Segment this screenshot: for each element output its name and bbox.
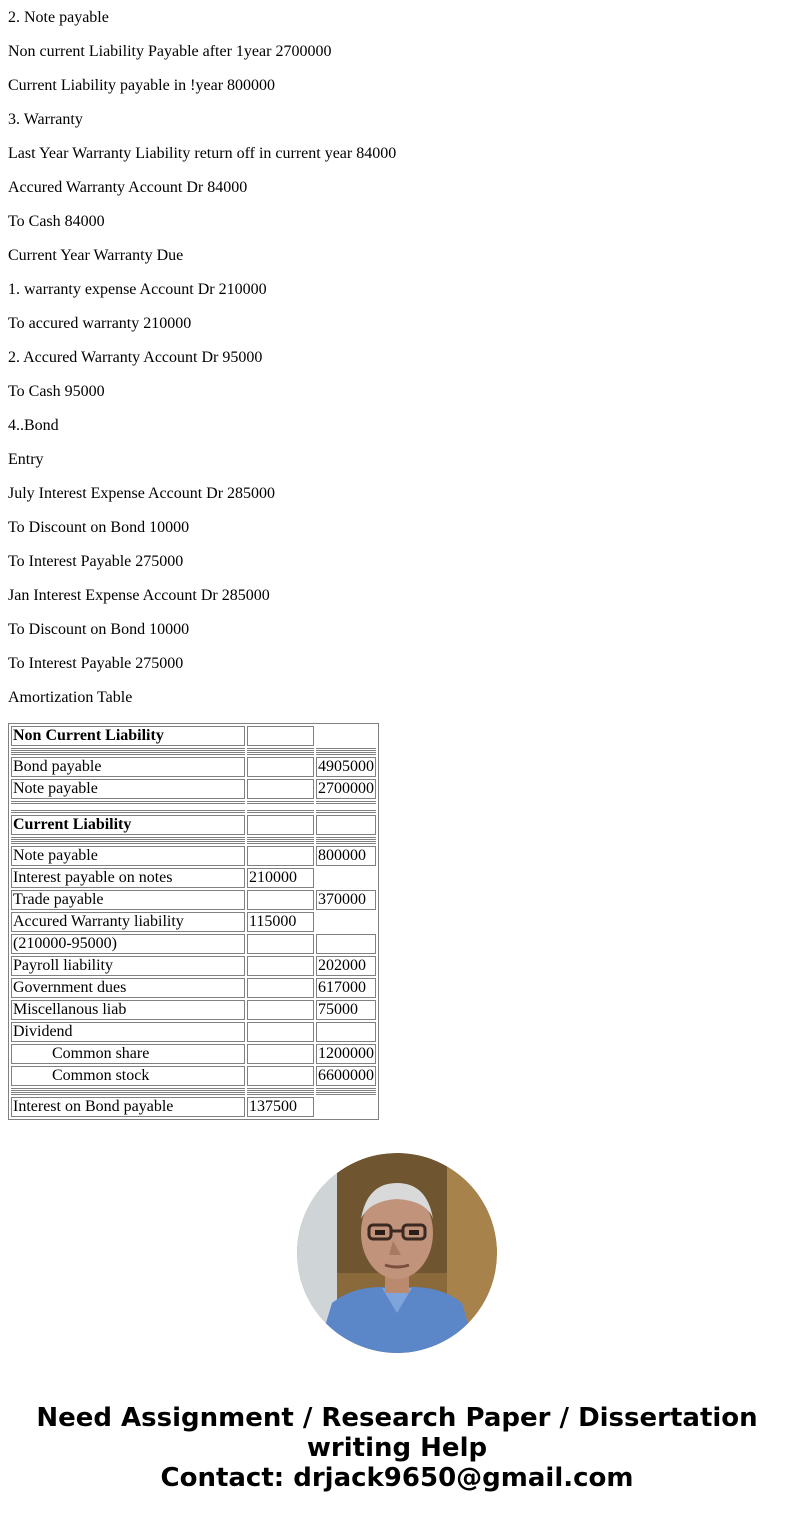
table-cell: 617000	[316, 978, 376, 998]
table-cell	[316, 1022, 376, 1042]
table-cell	[316, 934, 376, 954]
text-line: Accured Warranty Account Dr 84000	[8, 179, 248, 196]
avatar-portrait-image	[297, 1153, 497, 1353]
table-cell	[247, 757, 314, 777]
table-cell	[316, 726, 376, 746]
table-cell	[316, 912, 376, 932]
table-row	[11, 846, 376, 866]
table-row	[11, 934, 376, 954]
table-cell: Non Current Liability	[11, 726, 245, 746]
table-cell	[247, 934, 314, 954]
text-line: To Discount on Bond 10000	[8, 519, 190, 536]
table-separator	[11, 801, 376, 813]
table-row	[11, 757, 376, 777]
text-line: July Interest Expense Account Dr 285000	[8, 485, 276, 502]
table-row	[11, 978, 376, 998]
table-row	[11, 779, 376, 799]
text-line: 1. warranty expense Account Dr 210000	[8, 281, 267, 298]
table-cell: (210000-95000)	[11, 934, 245, 954]
text-line: Amortization Table	[8, 689, 133, 706]
table-cell: Trade payable	[11, 890, 245, 910]
table-row	[11, 726, 376, 746]
table-cell: Common stock	[11, 1066, 245, 1086]
table-cell: 115000	[247, 912, 314, 932]
table-cell: 370000	[316, 890, 376, 910]
ad-line: writing Help	[306, 1433, 488, 1463]
table-cell: Common share	[11, 1044, 245, 1064]
amortization-table-wrapper	[8, 723, 786, 1120]
text-line: Jan Interest Expense Account Dr 285000	[8, 587, 270, 604]
table-cell: 137500	[247, 1097, 314, 1117]
table-cell	[247, 1066, 314, 1086]
table-cell: 6600000	[318, 1067, 374, 1084]
table-cell: Interest on Bond payable	[11, 1097, 245, 1117]
table-row	[11, 1097, 376, 1117]
table-cell: 2700000	[318, 780, 374, 797]
table-cell: 210000	[247, 868, 314, 888]
table-cell: Current Liability	[11, 815, 245, 835]
table-cell: Note payable	[11, 779, 245, 799]
table-cell	[247, 890, 314, 910]
table-cell	[316, 868, 376, 888]
amortization-table	[8, 723, 379, 1120]
table-row	[11, 956, 376, 976]
table-cell: Dividend	[11, 1022, 245, 1042]
text-line: To Interest Payable 275000	[8, 655, 184, 672]
table-cell: Interest payable on notes	[11, 868, 245, 888]
table-cell	[316, 815, 376, 835]
ad-line: Need Assignment / Research Paper / Dissertation	[36, 1403, 758, 1433]
text-line: To accured warranty 210000	[8, 315, 192, 332]
table-cell	[247, 956, 314, 976]
table-row	[11, 1066, 376, 1086]
table-cell	[247, 1022, 314, 1042]
table-row	[11, 1022, 376, 1042]
table-cell: 4905000	[318, 758, 374, 775]
table-cell: Payroll liability	[11, 956, 245, 976]
table-cell: Note payable	[11, 846, 245, 866]
text-line: Current Liability payable in !year 800000	[8, 77, 276, 94]
table-cell: Miscellanous liab	[11, 1000, 245, 1020]
table-row	[11, 1000, 376, 1020]
table-cell: Bond payable	[11, 757, 245, 777]
table-separator	[11, 1088, 376, 1095]
text-line: 2. Accured Warranty Account Dr 95000	[8, 349, 263, 366]
text-line: 3. Warranty	[8, 111, 83, 128]
text-line: Current Year Warranty Due	[8, 247, 184, 264]
table-cell	[247, 1000, 314, 1020]
table-cell: 800000	[316, 846, 376, 866]
table-separator	[11, 748, 376, 755]
text-line: Last Year Warranty Liability return off in current year 84000	[8, 145, 397, 162]
table-row	[11, 890, 376, 910]
table-cell	[247, 846, 314, 866]
text-line: To Interest Payable 275000	[8, 553, 184, 570]
table-cell	[247, 815, 314, 835]
table-cell	[316, 1097, 376, 1117]
table-row	[11, 1044, 376, 1064]
table-separator	[11, 837, 376, 844]
ad-contact-line: Contact: drjack9650@gmail.com	[160, 1463, 634, 1493]
text-line: Non current Liability Payable after 1year 2700000	[8, 43, 332, 60]
table-cell	[247, 726, 314, 746]
table-cell	[247, 1044, 314, 1064]
table-row	[11, 815, 376, 835]
table-cell	[247, 978, 314, 998]
table-cell	[247, 779, 314, 799]
table-cell: 75000	[316, 1000, 376, 1020]
author-avatar	[297, 1153, 497, 1353]
text-line: 4..Bond	[8, 417, 59, 434]
table-cell: 1200000	[318, 1045, 374, 1062]
text-line: To Cash 84000	[8, 213, 105, 230]
table-row	[11, 912, 376, 932]
text-line: 2. Note payable	[8, 9, 109, 26]
table-cell: Accured Warranty liability	[11, 912, 245, 932]
table-row	[11, 868, 376, 888]
contact-advertisement	[0, 1403, 794, 1493]
table-cell: Government dues	[11, 978, 245, 998]
text-line: Entry	[8, 451, 44, 468]
text-line: To Discount on Bond 10000	[8, 621, 190, 638]
text-line: To Cash 95000	[8, 383, 105, 400]
table-cell: 202000	[316, 956, 376, 976]
